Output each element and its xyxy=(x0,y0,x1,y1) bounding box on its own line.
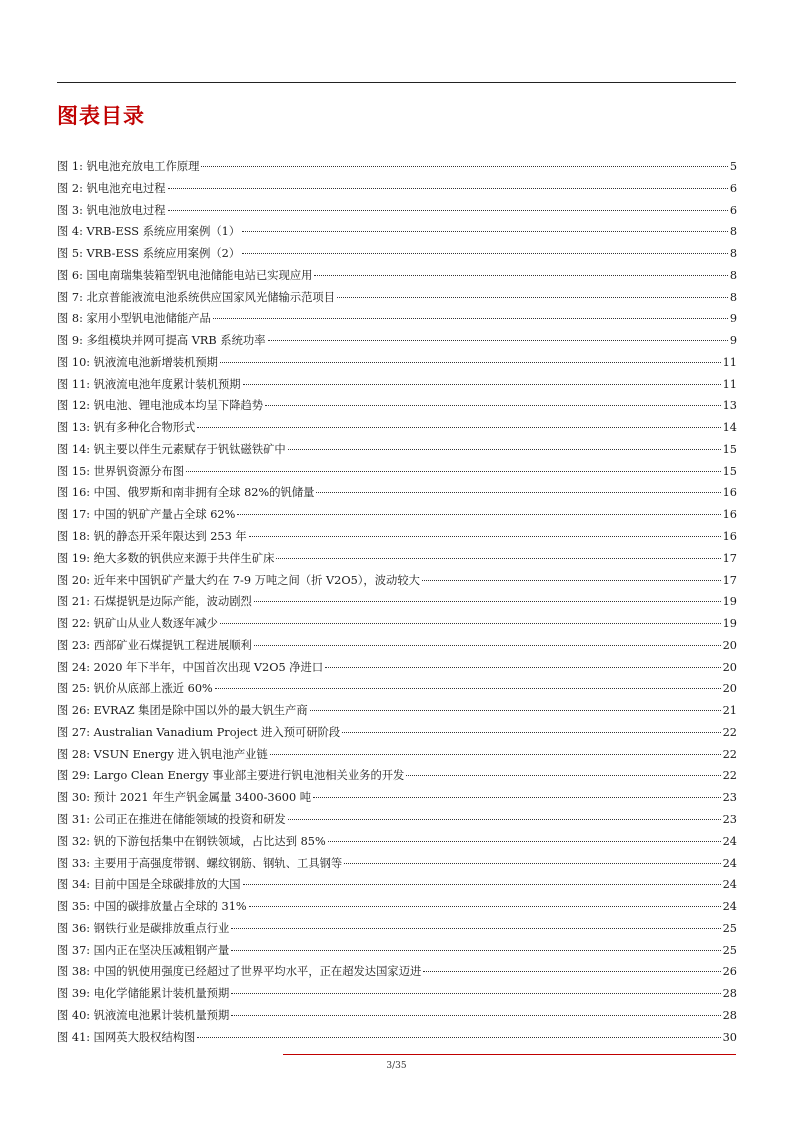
toc-entry[interactable] xyxy=(57,574,737,596)
toc-entry-page: 22 xyxy=(722,769,737,783)
toc-entry-number: 图 17: xyxy=(57,508,94,522)
toc-entry-label: VRB-ESS 系统应用案例（2） xyxy=(86,247,241,261)
toc-entry[interactable] xyxy=(57,465,737,487)
toc-dot-leader xyxy=(168,188,728,189)
toc-dot-leader xyxy=(168,210,728,211)
toc-entry-number: 图 13: xyxy=(57,421,94,435)
toc-entry-number: 图 1: xyxy=(57,160,87,173)
toc-dot-leader xyxy=(197,427,720,428)
toc-entry[interactable] xyxy=(57,508,737,530)
toc-entry-label: 公司正在推进在储能领域的投资和研发 xyxy=(93,812,286,826)
toc-entry-label: 钒电池、锂电池成本均呈下降趋势 xyxy=(93,399,264,413)
toc-entry-page: 24 xyxy=(722,878,737,892)
toc-entry-page: 24 xyxy=(722,856,737,870)
toc-entry-label: 钒矿山从业人数逐年减少 xyxy=(93,617,218,631)
toc-entry[interactable] xyxy=(57,987,737,1009)
toc-entry-number: 图 34: xyxy=(57,878,94,892)
toc-entry-label: VSUN Energy 进入钒电池产业链 xyxy=(93,747,268,761)
toc-entry[interactable] xyxy=(57,944,737,966)
toc-entry-label: 中国的碳排放量占全球的 31% xyxy=(93,900,247,914)
toc-entry-page: 14 xyxy=(722,421,737,435)
toc-entry-page: 19 xyxy=(722,617,737,631)
toc-dot-leader xyxy=(197,1037,720,1038)
toc-entry-page: 17 xyxy=(722,551,737,565)
toc-entry-label: 国内正在坚决压减粗钢产量 xyxy=(93,943,230,957)
toc-entry-label: 绝大多数的钒供应来源于共伴生矿床 xyxy=(93,551,275,565)
toc-dot-leader xyxy=(242,231,728,232)
toc-entry-page: 13 xyxy=(722,399,737,413)
page-title: 图表目录 xyxy=(57,104,145,128)
toc-entry-page: 11 xyxy=(722,377,737,391)
toc-entry-page: 25 xyxy=(722,921,737,935)
toc-entry-number: 图 33: xyxy=(57,856,94,870)
toc-entry-number: 图 29: xyxy=(57,769,94,783)
toc-dot-leader xyxy=(220,623,721,624)
toc-entry-page: 21 xyxy=(722,704,737,718)
toc-entry-label: 家用小型钒电池储能产品 xyxy=(86,312,211,326)
toc-entry-number: 图 38: xyxy=(57,965,94,979)
toc-entry-label: 钢铁行业是碳排放重点行业 xyxy=(93,921,230,935)
toc-entry-label: 北京普能液流电池系统供应国家风光储输示范项目 xyxy=(86,290,336,304)
toc-entry-label: 钒价从底部上涨近 60% xyxy=(93,682,213,696)
toc-entry[interactable] xyxy=(57,661,737,683)
toc-entry-number: 图 27: xyxy=(57,725,94,739)
toc-entry[interactable] xyxy=(57,878,737,900)
toc-entry-page: 6 xyxy=(729,203,737,217)
toc-entry[interactable] xyxy=(57,160,737,182)
toc-entry[interactable] xyxy=(57,748,737,770)
toc-dot-leader xyxy=(328,841,721,842)
toc-entry-number: 图 18: xyxy=(57,530,94,544)
toc-entry-page: 24 xyxy=(722,900,737,914)
toc-entry-label: 西部矿业石煤提钒工程进展顺利 xyxy=(93,638,252,652)
toc-entry-page: 23 xyxy=(722,812,737,826)
toc-entry-label: 钒电池放电过程 xyxy=(86,203,166,217)
toc-dot-leader xyxy=(276,558,720,559)
toc-entry-label: 多组模块并网可提高 VRB 系统功率 xyxy=(86,334,266,348)
toc-list xyxy=(57,160,737,1052)
toc-dot-leader xyxy=(213,318,728,319)
toc-entry-label: 电化学储能累计装机量预期 xyxy=(93,987,230,1001)
toc-entry-number: 图 36: xyxy=(57,921,94,935)
toc-entry[interactable] xyxy=(57,922,737,944)
toc-dot-leader xyxy=(288,449,721,450)
toc-entry-page: 8 xyxy=(729,290,737,304)
toc-entry[interactable] xyxy=(57,334,737,356)
toc-entry[interactable] xyxy=(57,900,737,922)
toc-entry-label: 钒电池充放电工作原理 xyxy=(86,160,200,173)
toc-entry-number: 图 35: xyxy=(57,900,94,914)
footer-divider xyxy=(283,1054,736,1055)
toc-entry-page: 24 xyxy=(722,834,737,848)
toc-dot-leader xyxy=(186,471,721,472)
toc-entry-number: 图 26: xyxy=(57,704,94,718)
toc-entry-number: 图 30: xyxy=(57,791,94,805)
toc-entry-number: 图 21: xyxy=(57,595,94,609)
toc-entry-page: 16 xyxy=(722,530,737,544)
toc-entry-label: 钒主要以伴生元素赋存于钒钛磁铁矿中 xyxy=(93,442,286,456)
toc-entry-page: 8 xyxy=(729,268,737,282)
toc-dot-leader xyxy=(220,362,721,363)
toc-entry-page: 25 xyxy=(722,943,737,957)
toc-entry-number: 图 5: xyxy=(57,247,87,261)
toc-entry-number: 图 11: xyxy=(57,377,94,391)
toc-entry-label: 目前中国是全球碳排放的大国 xyxy=(93,878,241,892)
toc-entry-label: 2020 年下半年，中国首次出现 V2O5 净进口 xyxy=(93,660,324,674)
toc-entry-label: 钒的静态开采年限达到 253 年 xyxy=(93,530,247,544)
toc-entry-number: 图 22: xyxy=(57,617,94,631)
toc-entry[interactable] xyxy=(57,530,737,552)
toc-entry[interactable] xyxy=(57,225,737,247)
toc-entry[interactable] xyxy=(57,486,737,508)
toc-entry-page: 9 xyxy=(729,334,737,348)
toc-entry[interactable] xyxy=(57,552,737,574)
toc-entry-number: 图 41: xyxy=(57,1030,94,1044)
toc-entry-label: 钒液流电池新增装机预期 xyxy=(93,355,218,369)
toc-entry-label: 预计 2021 年生产钒金属量 3400-3600 吨 xyxy=(93,791,312,805)
toc-entry[interactable] xyxy=(57,443,737,465)
toc-entry-page: 22 xyxy=(722,747,737,761)
toc-entry-number: 图 15: xyxy=(57,464,94,478)
toc-entry[interactable] xyxy=(57,421,737,443)
toc-dot-leader xyxy=(242,253,728,254)
toc-entry-number: 图 16: xyxy=(57,486,94,500)
toc-dot-leader xyxy=(288,819,721,820)
toc-entry-number: 图 28: xyxy=(57,747,94,761)
toc-entry-page: 8 xyxy=(729,247,737,261)
toc-entry-label: 中国的钒矿产量占全球 62% xyxy=(93,508,236,522)
toc-entry-number: 图 37: xyxy=(57,943,94,957)
toc-entry-label: 钒电池充电过程 xyxy=(86,181,166,195)
toc-dot-leader xyxy=(316,492,720,493)
toc-entry-number: 图 7: xyxy=(57,290,87,304)
toc-dot-leader xyxy=(325,667,720,668)
toc-entry[interactable] xyxy=(57,704,737,726)
toc-entry-label: 主要用于高强度带钢、螺纹钢筋、钢轨、工具钢等 xyxy=(93,856,343,870)
toc-dot-leader xyxy=(423,971,720,972)
toc-entry-page: 15 xyxy=(722,442,737,456)
toc-entry-number: 图 6: xyxy=(57,268,87,282)
toc-entry-label: 中国、俄罗斯和南非拥有全球 82%的钒储量 xyxy=(93,486,315,500)
toc-entry-label: 钒有多种化合物形式 xyxy=(93,421,196,435)
toc-dot-leader xyxy=(243,884,721,885)
toc-entry-label: 近年来中国钒矿产量大约在 7-9 万吨之间（折 V2O5），波动较大 xyxy=(93,573,420,587)
toc-entry-number: 图 8: xyxy=(57,312,87,326)
toc-entry-page: 16 xyxy=(722,486,737,500)
toc-entry[interactable] xyxy=(57,682,737,704)
toc-entry[interactable] xyxy=(57,835,737,857)
toc-dot-leader xyxy=(231,993,720,994)
toc-entry-label: 钒液流电池累计装机量预期 xyxy=(93,1008,230,1022)
toc-entry-number: 图 14: xyxy=(57,442,94,456)
toc-entry-number: 图 24: xyxy=(57,660,94,674)
toc-entry[interactable] xyxy=(57,769,737,791)
toc-entry-label: EVRAZ 集团是除中国以外的最大钒生产商 xyxy=(93,704,308,718)
toc-entry-number: 图 10: xyxy=(57,355,94,369)
toc-dot-leader xyxy=(406,775,720,776)
toc-entry[interactable] xyxy=(57,399,737,421)
toc-entry-page: 22 xyxy=(722,725,737,739)
toc-entry-page: 11 xyxy=(722,355,737,369)
toc-entry-page: 19 xyxy=(722,595,737,609)
toc-entry-page: 28 xyxy=(722,1008,737,1022)
toc-entry[interactable] xyxy=(57,204,737,226)
toc-entry-label: 世界钒资源分布图 xyxy=(93,464,185,478)
toc-dot-leader xyxy=(268,340,728,341)
toc-dot-leader xyxy=(270,754,721,755)
toc-entry-label: 中国的钒使用强度已经超过了世界平均水平，正在超发达国家迈进 xyxy=(93,965,422,979)
toc-dot-leader xyxy=(231,1015,720,1016)
toc-entry[interactable] xyxy=(57,595,737,617)
toc-dot-leader xyxy=(344,863,720,864)
toc-entry-page: 20 xyxy=(722,638,737,652)
toc-entry[interactable] xyxy=(57,182,737,204)
toc-entry-label: 国电南瑞集装箱型钒电池储能电站已实现应用 xyxy=(86,268,313,282)
toc-dot-leader xyxy=(313,797,721,798)
toc-entry[interactable] xyxy=(57,356,737,378)
toc-entry[interactable] xyxy=(57,291,737,313)
toc-dot-leader xyxy=(254,645,721,646)
toc-dot-leader xyxy=(310,710,721,711)
toc-entry-label: 钒液流电池年度累计装机预期 xyxy=(93,377,241,391)
toc-entry-label: 钒的下游包括集中在钢铁领域，占比达到 85% xyxy=(93,834,326,848)
toc-entry-page: 28 xyxy=(722,987,737,1001)
toc-entry-label: Australian Vanadium Project 进入预可研阶段 xyxy=(93,725,341,739)
toc-entry[interactable] xyxy=(57,247,737,269)
toc-entry[interactable] xyxy=(57,857,737,879)
header-divider xyxy=(57,82,736,83)
toc-entry-page: 17 xyxy=(722,573,737,587)
toc-entry-number: 图 32: xyxy=(57,834,94,848)
toc-entry-page: 9 xyxy=(729,312,737,326)
toc-entry[interactable] xyxy=(57,269,737,291)
toc-entry-page: 6 xyxy=(729,181,737,195)
toc-dot-leader xyxy=(314,275,727,276)
toc-dot-leader xyxy=(422,580,721,581)
toc-entry-page: 16 xyxy=(722,508,737,522)
toc-entry-page: 26 xyxy=(722,965,737,979)
toc-dot-leader xyxy=(231,928,720,929)
toc-entry-page: 30 xyxy=(722,1030,737,1044)
toc-entry-number: 图 2: xyxy=(57,181,87,195)
toc-entry-page: 5 xyxy=(729,160,737,173)
toc-dot-leader xyxy=(249,906,721,907)
toc-entry-number: 图 4: xyxy=(57,225,87,239)
toc-entry-label: VRB-ESS 系统应用案例（1） xyxy=(86,225,241,239)
toc-entry[interactable] xyxy=(57,1009,737,1031)
toc-entry-number: 图 23: xyxy=(57,638,94,652)
toc-entry-page: 20 xyxy=(722,682,737,696)
toc-dot-leader xyxy=(231,950,720,951)
toc-dot-leader xyxy=(265,405,720,406)
toc-entry[interactable] xyxy=(57,617,737,639)
toc-entry[interactable] xyxy=(57,965,737,987)
toc-dot-leader xyxy=(215,688,721,689)
toc-dot-leader xyxy=(237,514,720,515)
toc-entry-number: 图 40: xyxy=(57,1008,94,1022)
toc-entry[interactable] xyxy=(57,312,737,334)
toc-dot-leader xyxy=(249,536,721,537)
toc-entry-number: 图 12: xyxy=(57,399,94,413)
toc-dot-leader xyxy=(337,297,728,298)
toc-entry-number: 图 19: xyxy=(57,551,94,565)
toc-entry[interactable] xyxy=(57,726,737,748)
toc-entry[interactable] xyxy=(57,813,737,835)
footer-page-number: 3/35 xyxy=(386,1061,407,1071)
toc-entry-label: 国网英大股权结构图 xyxy=(93,1030,196,1044)
toc-entry-label: 石煤提钒是边际产能，波动剧烈 xyxy=(93,595,252,609)
toc-entry-page: 15 xyxy=(722,464,737,478)
toc-entry[interactable] xyxy=(57,1031,737,1053)
toc-entry[interactable] xyxy=(57,639,737,661)
toc-entry-page: 23 xyxy=(722,791,737,805)
toc-entry-number: 图 3: xyxy=(57,203,87,217)
toc-entry-number: 图 9: xyxy=(57,334,87,348)
toc-entry-page: 20 xyxy=(722,660,737,674)
toc-entry-label: Largo Clean Energy 事业部主要进行钒电池相关业务的开发 xyxy=(93,769,405,783)
toc-dot-leader xyxy=(254,601,721,602)
toc-entry[interactable] xyxy=(57,791,737,813)
toc-entry-number: 图 31: xyxy=(57,812,94,826)
toc-entry-number: 图 25: xyxy=(57,682,94,696)
toc-entry[interactable] xyxy=(57,378,737,400)
toc-entry-page: 8 xyxy=(729,225,737,239)
toc-entry-number: 图 39: xyxy=(57,987,94,1001)
toc-dot-leader xyxy=(201,166,727,167)
toc-entry-number: 图 20: xyxy=(57,573,94,587)
toc-dot-leader xyxy=(243,384,721,385)
toc-dot-leader xyxy=(342,732,720,733)
